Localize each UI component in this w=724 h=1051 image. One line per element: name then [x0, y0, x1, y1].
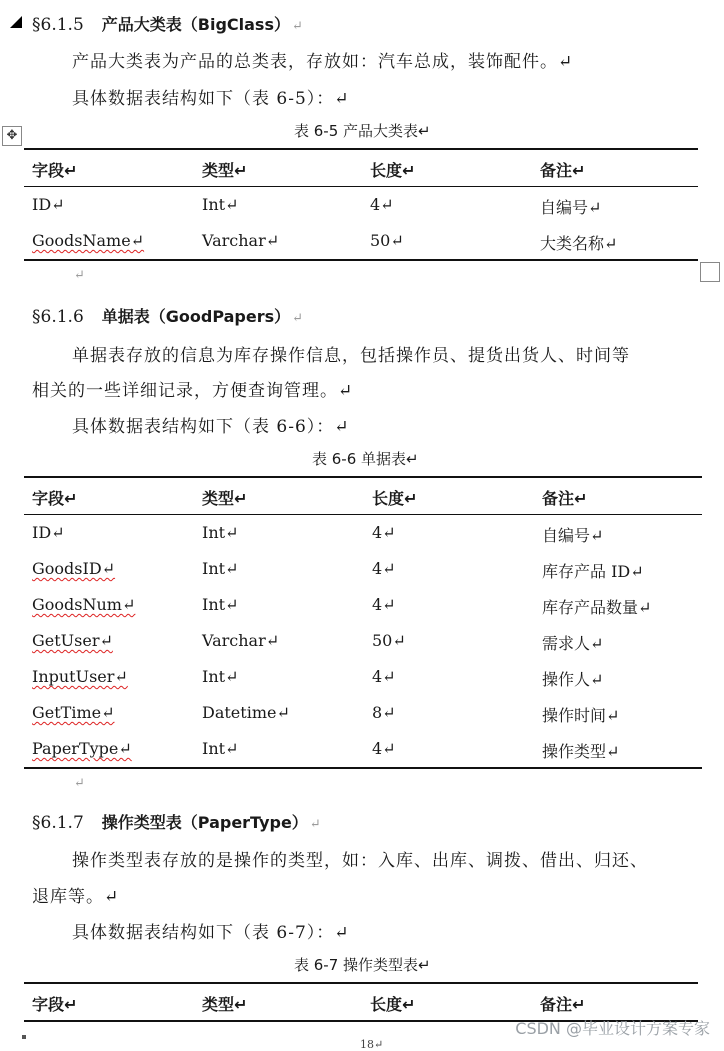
paragraph: 产品大类表为产品的总类表，存放如：汽车总成，装饰配件。↵: [72, 52, 574, 72]
table-caption: 表 6-5 产品大类表↵: [294, 122, 431, 140]
table-6-5: [24, 148, 698, 261]
paragraph: 相关的一些详细记录，方便查询管理。↵: [32, 381, 354, 401]
table-row: ID↵ Int↵ 4↵ 自编号↵: [32, 523, 604, 545]
paragraph: 具体数据表结构如下（表 6-6）：↵: [72, 417, 350, 437]
table-6-6: [24, 476, 702, 769]
header-cell: 备注↵: [542, 489, 588, 508]
header-cell: 字段↵: [32, 489, 78, 508]
table-row: InputUser↵ Int↵ 4↵ 操作人↵: [32, 667, 604, 689]
section-heading-6-1-7: §6.1.7 操作类型表（PaperType） ↵: [32, 813, 321, 833]
section-number: §6.1.7: [32, 813, 84, 833]
section-title: 产品大类表（BigClass）: [101, 15, 290, 34]
watermark-text: CSDN @毕业设计方案专家: [515, 1019, 710, 1038]
header-cell: 字段↵: [32, 161, 78, 180]
section-heading-6-1-6: §6.1.6 单据表（GoodPapers） ↵: [32, 307, 304, 327]
paragraph: 退库等。↵: [32, 887, 120, 907]
header-cell: 类型↵: [202, 995, 248, 1014]
table-resize-handle[interactable]: [700, 262, 720, 282]
section-title: 操作类型表（PaperType）: [101, 813, 308, 832]
table-row: GetTime↵ Datetime↵ 8↵ 操作时间↵: [32, 703, 620, 725]
table-row: GoodsNum↵ Int↵ 4↵ 库存产品数量↵: [32, 595, 652, 617]
table-row: ID↵ Int↵ 4↵ 自编号↵: [32, 195, 602, 217]
header-cell: 长度↵: [372, 489, 418, 508]
header-cell: 备注↵: [540, 995, 586, 1014]
table-header-row: [24, 478, 702, 515]
header-cell: 长度↵: [370, 995, 416, 1014]
section-title: 单据表（GoodPapers）: [101, 307, 291, 326]
paragraph: 具体数据表结构如下（表 6-5）：↵: [72, 89, 350, 109]
table-header-row: [24, 984, 698, 1020]
section-heading-6-1-5: §6.1.5 产品大类表（BigClass） ↵: [32, 15, 303, 35]
header-cell: 类型↵: [202, 161, 248, 180]
paragraph: 单据表存放的信息为库存操作信息，包括操作员、提货出货人、时间等: [72, 346, 630, 366]
table-caption: 表 6-7 操作类型表↵: [294, 956, 431, 974]
table-row: GoodsName↵ Varchar↵ 50↵ 大类名称↵: [32, 231, 618, 253]
table-row: GetUser↵ Varchar↵ 50↵ 需求人↵: [32, 631, 604, 653]
paragraph-marker: [22, 1035, 26, 1039]
page-number: 18↵: [360, 1038, 384, 1051]
collapse-heading-icon[interactable]: [10, 16, 22, 28]
table-row: GoodsID↵ Int↵ 4↵ 库存产品 ID↵: [32, 559, 644, 581]
paragraph: 操作类型表存放的是操作的类型，如：入库、出库、调拨、借出、归还、: [72, 851, 648, 871]
table-move-handle-icon[interactable]: ✥: [2, 126, 22, 146]
header-cell: 长度↵: [370, 161, 416, 180]
empty-paragraph-mark: ↵: [74, 268, 85, 283]
table-header-row: [24, 150, 698, 187]
section-number: §6.1.5: [32, 15, 84, 35]
header-cell: 字段↵: [32, 995, 78, 1014]
empty-paragraph-mark: ↵: [74, 776, 85, 791]
header-cell: 类型↵: [202, 489, 248, 508]
table-caption: 表 6-6 单据表↵: [312, 450, 419, 468]
table-row: PaperType↵ Int↵ 4↵ 操作类型↵: [32, 739, 620, 761]
paragraph: 具体数据表结构如下（表 6-7）：↵: [72, 923, 350, 943]
header-cell: 备注↵: [540, 161, 586, 180]
section-number: §6.1.6: [32, 307, 84, 327]
